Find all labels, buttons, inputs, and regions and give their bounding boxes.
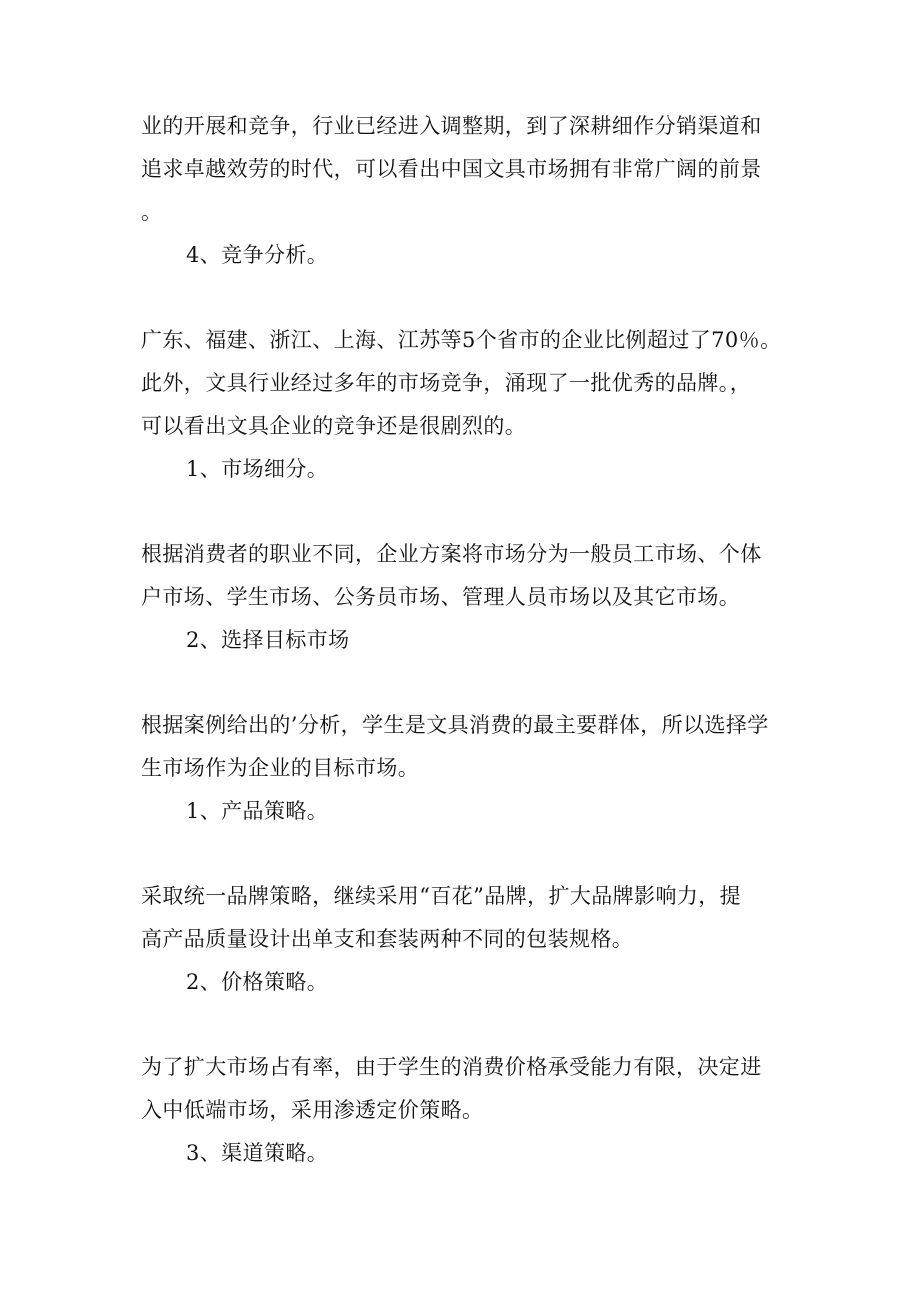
paragraph-line: 为了扩大市场占有率，由于学生的消费价格承受能力有限，决定进	[141, 1055, 762, 1079]
section-heading: 3、渠道策略。	[186, 1141, 329, 1165]
section-heading: 1、产品策略。	[186, 799, 329, 823]
paragraph-line: 业的开展和竞争，行业已经进入调整期，到了深耕细作分销渠道和	[141, 114, 762, 138]
paragraph-line: 根据消费者的职业不同，企业方案将市场分为一般员工市场、个体	[141, 542, 762, 566]
paragraph-line: 可以看出文具企业的竞争还是很剧烈的。	[141, 414, 527, 438]
section-heading: 2、选择目标市场	[186, 628, 350, 652]
paragraph-line: 采取统一品牌策略，继续采用“百花”品牌，扩大品牌影响力，提	[141, 884, 742, 908]
paragraph-line: 入中低端市场，采用渗透定价策略。	[141, 1098, 484, 1122]
paragraph-line: 。	[141, 200, 163, 224]
paragraph-line: 户市场、学生市场、公务员市场、管理人员市场以及其它市场。	[141, 585, 741, 609]
section-heading: 2、价格策略。	[186, 970, 329, 994]
paragraph-line: 追求卓越效劳的时代，可以看出中国文具市场拥有非常广阔的前景	[141, 157, 762, 181]
paragraph-line: 根据案例给出的’分析，学生是文具消费的最主要群体，所以选择学	[141, 713, 769, 737]
section-heading: 4、竞争分析。	[186, 243, 329, 267]
paragraph-line: 生市场作为企业的目标市场。	[141, 756, 420, 780]
paragraph-line: 高产品质量设计出单支和套装两种不同的包装规格。	[141, 927, 634, 951]
paragraph-line: 广东、福建、浙江、上海、江苏等5个省市的企业比例超过了70％。	[141, 328, 782, 352]
section-heading: 1、市场细分。	[186, 457, 329, 481]
paragraph-line: 此外，文具行业经过多年的市场竞争，涌现了一批优秀的品牌。，	[141, 371, 752, 395]
